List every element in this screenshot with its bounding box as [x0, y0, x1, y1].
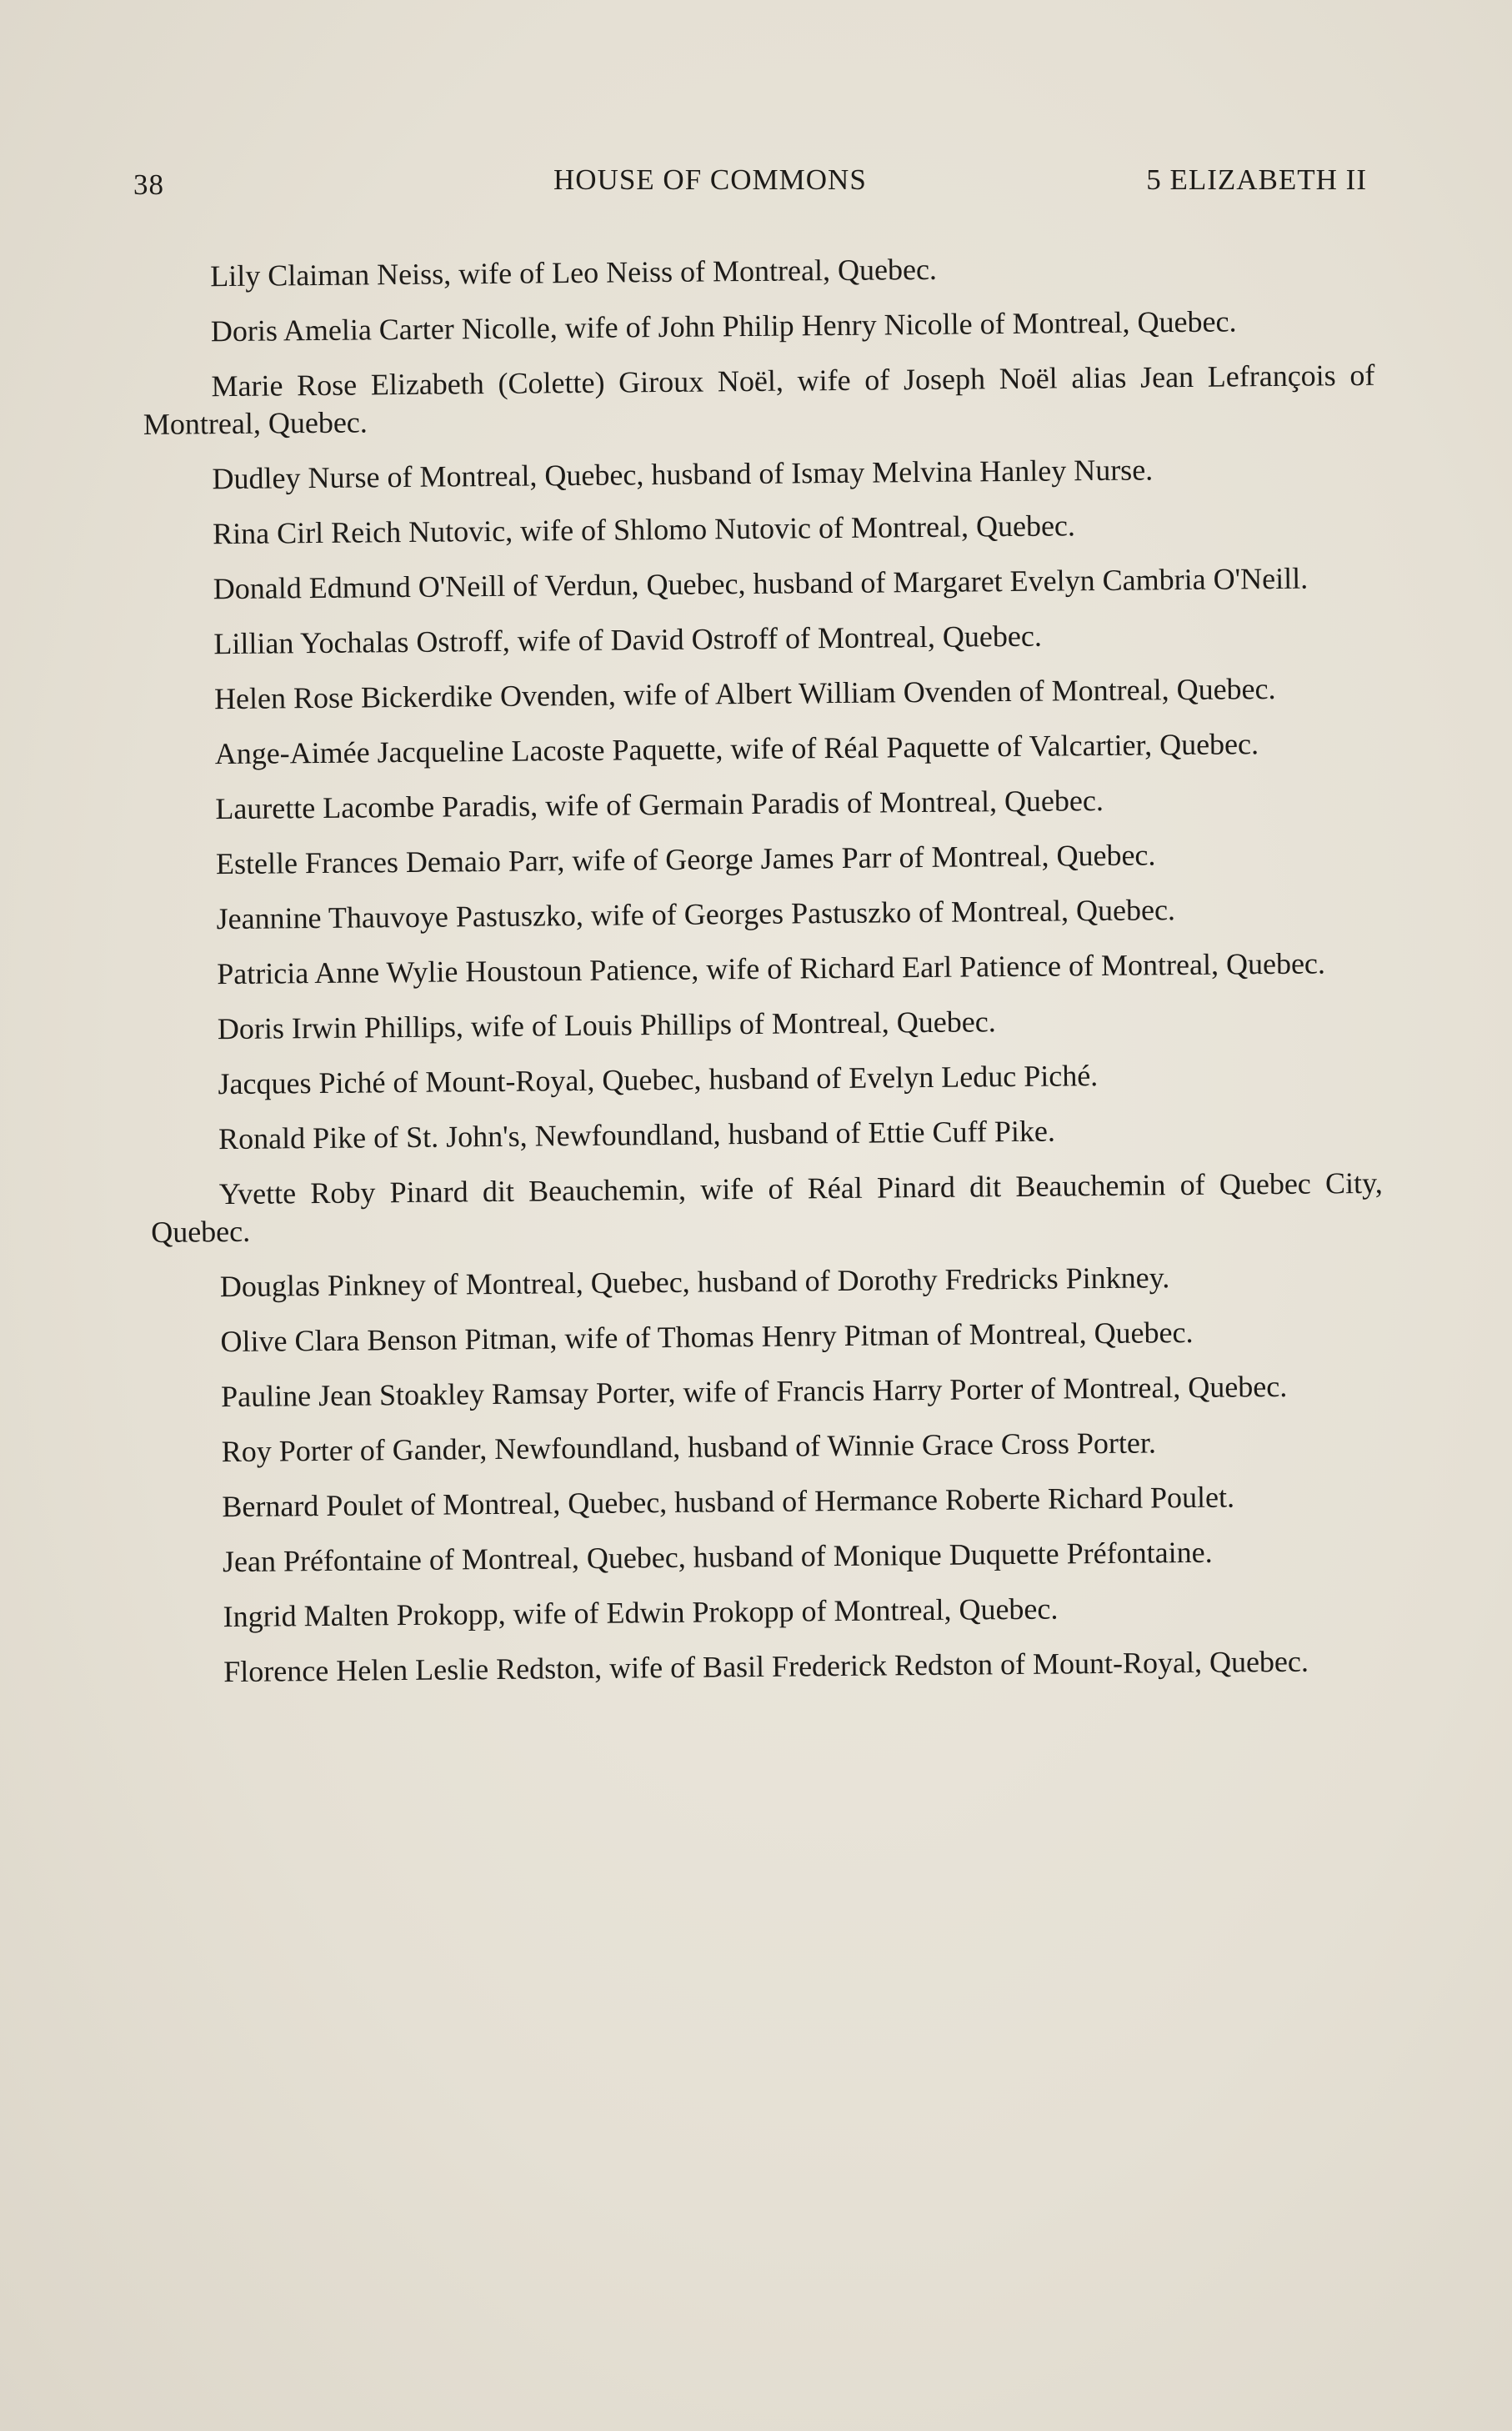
entry-paragraph: Jean Préfontaine of Montreal, Quebec, husband of Monique Duquette Préfontaine.	[222, 1535, 1213, 1579]
entry-paragraph: Yvette Roby Pinard dit Beauchemin, wife of Réal Pinard dit Beauchemin of Quebec City, Quebec.	[151, 1165, 1383, 1249]
entry-paragraph: Ingrid Malten Prokopp, wife of Edwin Prokopp of Montreal, Quebec.	[223, 1591, 1059, 1634]
entry-paragraph: Florence Helen Leslie Redston, wife of Basil Frederick Redston of Mount-Royal, Quebec.	[223, 1644, 1309, 1689]
entry-paragraph: Ange-Aimée Jacqueline Lacoste Paquette, wife of Réal Paquette of Valcartier, Quebec.	[214, 727, 1259, 771]
session-label: 5 ELIZABETH II	[1146, 163, 1367, 196]
page-number: 38	[133, 168, 164, 201]
entry-paragraph: Rina Cirl Reich Nutovic, wife of Shlomo Nutovic of Montreal, Quebec.	[212, 509, 1076, 551]
entry-paragraph: Jacques Piché of Mount-Royal, Quebec, husband of Evelyn Leduc Piché.	[218, 1059, 1099, 1101]
entry-paragraph: Laurette Lacombe Paradis, wife of Germain Paradis of Montreal, Quebec.	[215, 783, 1104, 826]
entry-paragraph: Estelle Frances Demaio Parr, wife of George James Parr of Montreal, Quebec.	[215, 838, 1156, 881]
entry-paragraph: Olive Clara Benson Pitman, wife of Thomas Henry Pitman of Montreal, Quebec.	[220, 1315, 1194, 1359]
entry-paragraph: Jeannine Thauvoye Pastuszko, wife of Georges Pastuszko of Montreal, Quebec.	[216, 893, 1176, 936]
entry-paragraph: Lily Claiman Neiss, wife of Leo Neiss of Montreal, Quebec.	[210, 252, 938, 293]
entry-paragraph: Douglas Pinkney of Montreal, Quebec, husband of Dorothy Fredricks Pinkney.	[219, 1261, 1170, 1304]
entry-paragraph: Ronald Pike of St. John's, Newfoundland, husband of Ettie Cuff Pike.	[218, 1114, 1056, 1156]
entry-paragraph: Doris Irwin Phillips, wife of Louis Phillips of Montreal, Quebec.	[217, 1005, 996, 1046]
entry-paragraph: Pauline Jean Stoakley Ramsay Porter, wife of Francis Harry Porter of Montreal, Quebec.	[220, 1369, 1288, 1414]
entry-paragraph: Patricia Anne Wylie Houstoun Patience, wife of Richard Earl Patience of Montreal, Quebec.	[217, 946, 1326, 991]
entry-paragraph: Bernard Poulet of Montreal, Quebec, husband of Hermance Roberte Richard Poulet.	[222, 1480, 1235, 1524]
entry-paragraph: Donald Edmund O'Neill of Verdun, Quebec, husband of Margaret Evelyn Cambria O'Neill.	[213, 561, 1309, 606]
entry-list	[142, 247, 1388, 1709]
page-header	[133, 163, 1367, 205]
entry-paragraph: Dudley Nurse of Montreal, Quebec, husband of Ismay Melvina Hanley Nurse.	[212, 453, 1154, 496]
entry-paragraph: Helen Rose Bickerdike Ovenden, wife of Albert William Ovenden of Montreal, Quebec.	[213, 671, 1276, 716]
entry-paragraph: Lillian Yochalas Ostroff, wife of David Ostroff of Montreal, Quebec.	[213, 619, 1043, 661]
entry-paragraph: Roy Porter of Gander, Newfoundland, husband of Winnie Grace Cross Porter.	[221, 1426, 1157, 1469]
running-title: HOUSE OF COMMONS	[553, 163, 867, 196]
entry-paragraph: Marie Rose Elizabeth (Colette) Giroux Noël, wife of Joseph Noël alias Jean Lefrançois of Montreal, Quebec.	[143, 358, 1375, 441]
entry-paragraph: Doris Amelia Carter Nicolle, wife of John Philip Henry Nicolle of Montreal, Quebec.	[210, 304, 1237, 348]
